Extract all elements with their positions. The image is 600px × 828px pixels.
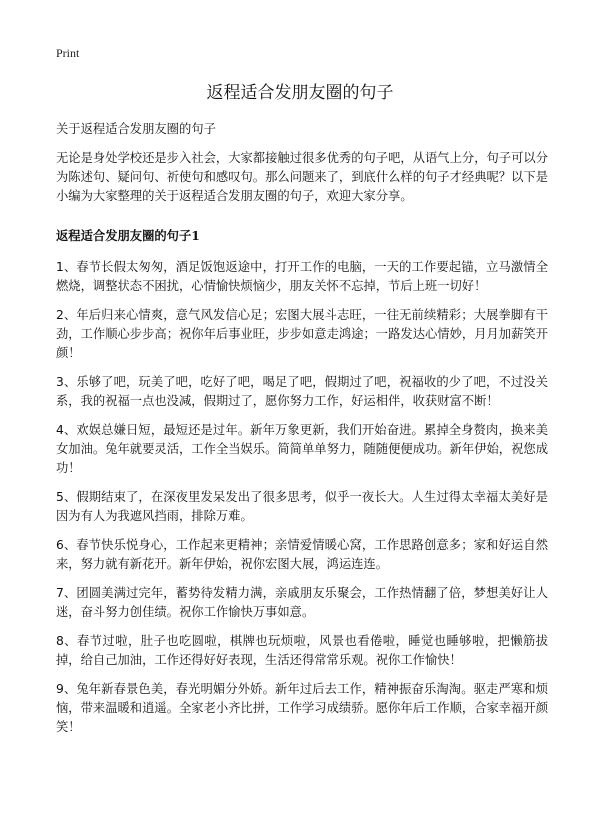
article-body <box>56 120 548 747</box>
list-item: 1、春节长假太匆匆，酒足饭饱返途中，打开工作的电脑，一天的工作要起锚，立马激情全燃烧，调整状态不困扰，心情愉快烦恼少，朋友关怀不忘掉，节后上班一切好！ <box>56 260 548 293</box>
list-item: 5、假期结束了，在深夜里发呆发出了很多思考，似乎一夜长大。人生过得太幸福太美好是因为有人为我遮风挡雨，排除万难。 <box>56 490 548 523</box>
list-item: 4、欢娱总嫌日短，最短还是过年。新年万象更新，我们开始奋进。累掉全身赘肉，换来美女加油。兔年就要灵活，工作全当娱乐。简简单单努力，随随便便成功。新年伊始，祝您成功！ <box>56 423 548 475</box>
section-heading: 返程适合发朋友圈的句子1 <box>56 228 200 243</box>
page-title: 返程适合发朋友圈的句子 <box>206 83 394 103</box>
list-item: 7、团圆美满过完年，蓄势待发精力满，亲戚朋友乐聚会，工作热情翻了倍，梦想美好让人迷，奋斗努力创佳绩。祝你工作愉快万事如意。 <box>56 586 548 619</box>
intro-paragraph: 无论是身处学校还是步入社会，大家都接触过很多优秀的句子吧，从语气上分，句子可以分为陈述句、疑问句、祈使句和感叹句。那么问题来了，到底什么样的句子才经典呢？以下是小编为大家整理的关于返程适合发朋友圈的句子，欢迎大家分享。 <box>56 151 548 203</box>
list-item: 6、春节快乐悦身心，工作起来更精神；亲情爱情暖心窝，工作思路创意多；家和好运自然来，努力就有新花开。新年伊始，祝你宏图大展，鸿运连连。 <box>56 538 548 571</box>
list-item: 8、春节过啦，肚子也吃圆啦，棋牌也玩烦啦，风景也看倦啦，睡觉也睡够啦，把懒筋拔掉，给自己加油，工作还得好好表现，生活还得常常乐观。祝你工作愉快！ <box>56 634 548 667</box>
list-item: 2、年后归来心情爽，意气风发信心足；宏图大展斗志旺，一往无前续精彩；大展拳脚有干劲，工作顺心步步高；祝你年后事业旺，步步如意走鸿途；一路发达心情妙，月月加薪笑开颜！ <box>56 308 548 360</box>
article-subtitle: 关于返程适合发朋友圈的句子 <box>56 122 216 136</box>
list-item: 3、乐够了吧，玩美了吧，吃好了吧，喝足了吧，假期过了吧，祝福收的少了吧，不过没关系，我的祝福一点也没减，假期过了，愿你努力工作，好运相伴，收获财富不断！ <box>56 375 548 408</box>
print-link[interactable]: Print <box>56 46 80 60</box>
list-item: 9、兔年新春景色美，春光明媚分外娇。新年过后去工作，精神振奋乐淘淘。驱走严寒和烦恼，带来温暖和逍遥。全家老小齐比拼，工作学习成绩骄。愿你年后工作顺，合家幸福开颜笑！ <box>56 682 548 734</box>
